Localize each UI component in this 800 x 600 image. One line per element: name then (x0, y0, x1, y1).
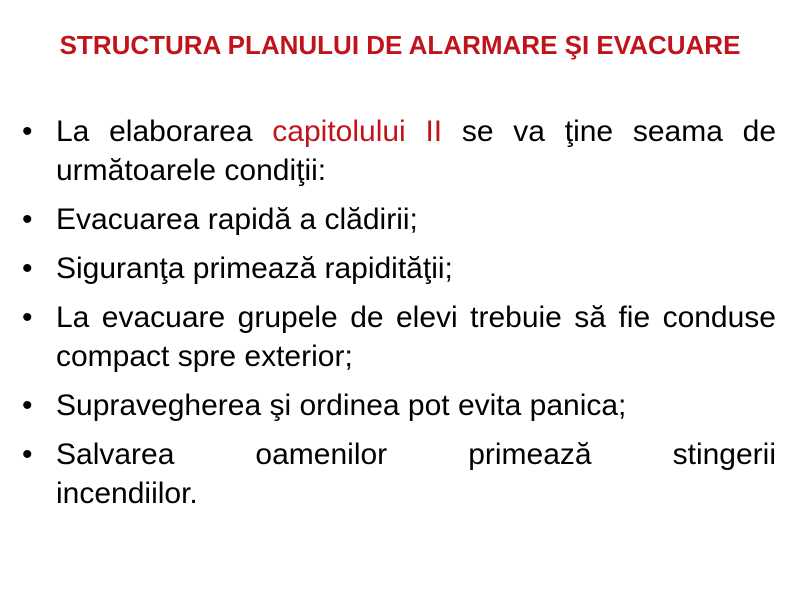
bullet-icon: • (22, 389, 33, 422)
bullet-icon: • (22, 438, 33, 471)
bullet-icon: • (22, 252, 33, 285)
bullet-text: Evacuarea rapidă a clădirii; (56, 203, 418, 236)
bullet-icon: • (22, 203, 33, 236)
bullet-list (20, 112, 776, 523)
bullet-text-post: se va ţine seama de următoarele condiţii: (56, 115, 776, 187)
slide-title: STRUCTURA PLANULUI DE ALARMARE ŞI EVACUARE (59, 30, 741, 60)
bullet-text: La evacuare grupele de elevi trebuie să fie conduse compact spre exterior; (56, 301, 776, 373)
bullet-icon: • (22, 301, 33, 334)
bullet-text-line-2: incendiilor. (56, 477, 198, 510)
bullet-text-pre: La elaborarea (56, 115, 273, 148)
bullet-item-1 (20, 112, 776, 190)
bullet-icon: • (22, 115, 33, 148)
bullet-text: Siguranţa primează rapidităţii; (56, 252, 453, 285)
bullet-text: Supravegherea şi ordinea pot evita panica; (56, 389, 627, 422)
bullet-item-3 (20, 249, 776, 288)
bullet-text-line-1: Salvarea oamenilor primează stingerii (56, 438, 776, 471)
bullet-item-5 (20, 386, 776, 425)
bullet-text-highlight: capitolului II (272, 115, 443, 148)
bullet-item-4 (20, 298, 776, 376)
bullet-item-2 (20, 200, 776, 239)
bullet-item-6 (20, 435, 776, 513)
